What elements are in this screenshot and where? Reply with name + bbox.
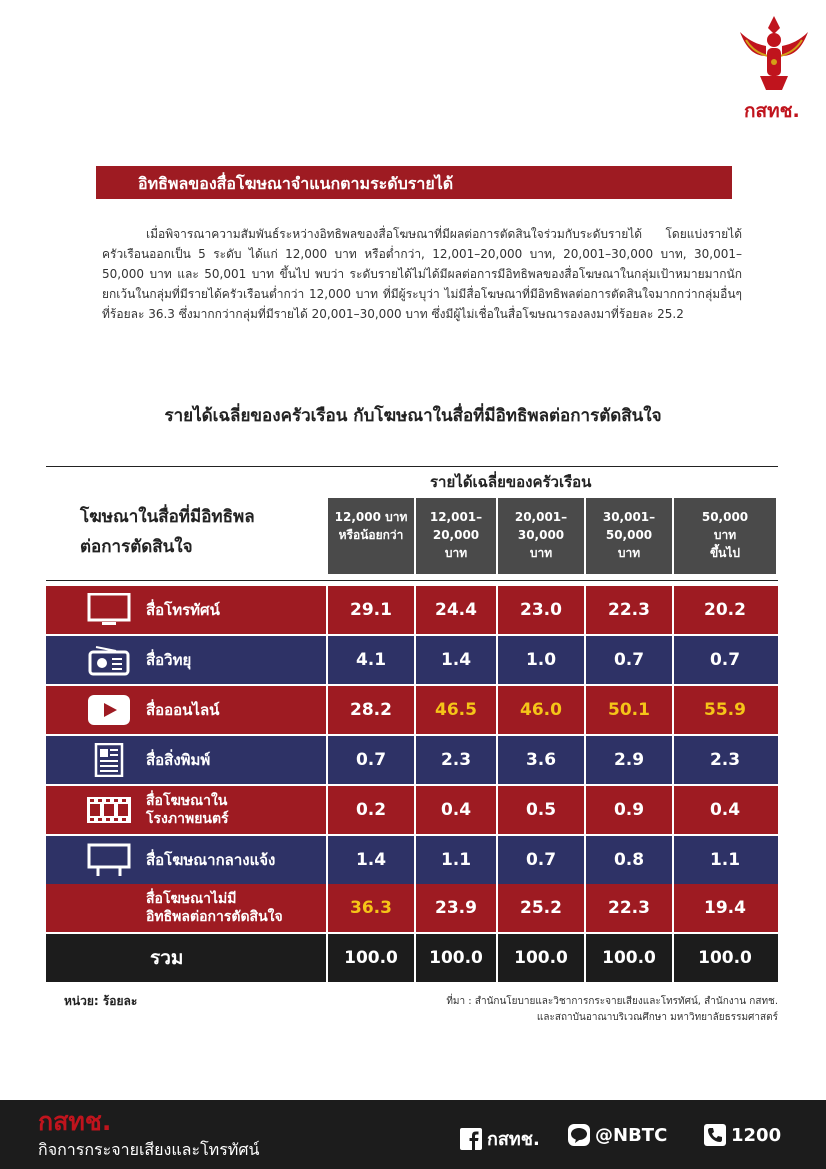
cell-divider — [496, 686, 498, 734]
table-cell-highlight: 36.3 — [350, 898, 392, 918]
cell-divider — [326, 686, 328, 734]
phone-label: 1200 — [731, 1124, 782, 1146]
cell-divider — [672, 836, 674, 884]
cell-divider — [672, 586, 674, 634]
table-cell: 0.4 — [440, 800, 472, 820]
cell-divider — [326, 586, 328, 634]
cell-divider — [326, 786, 328, 834]
cell-divider — [414, 836, 416, 884]
table-row — [46, 686, 778, 734]
table-cell: 19.4 — [704, 898, 746, 918]
table-cell: 4.1 — [355, 650, 387, 670]
unit-note: หน่วย: ร้อยละ — [64, 994, 138, 1008]
cell-divider — [584, 736, 586, 784]
table-cell: 100.0 — [344, 948, 398, 968]
table-title: รายได้เฉลี่ยของครัวเรือน กับโฆษณาในสื่อที่มีอิทธิพลต่อการตัดสินใจ — [164, 406, 662, 426]
column-header — [416, 498, 496, 574]
cell-divider — [496, 636, 498, 684]
column-header-line: 12,001– — [429, 510, 483, 524]
table-cell: 1.1 — [709, 850, 741, 870]
facebook-icon — [460, 1128, 482, 1150]
column-group-header: รายได้เฉลี่ยของครัวเรือน — [430, 473, 592, 491]
table-cell: 1.4 — [440, 650, 472, 670]
cell-divider — [672, 736, 674, 784]
film-strip-icon — [86, 793, 132, 827]
table-cell: 1.0 — [525, 650, 557, 670]
cell-divider — [584, 586, 586, 634]
row-label: สื่อโฆษณาไม่มี อิทธิพลต่อการตัดสินใจ — [146, 891, 283, 925]
row-label: สื่อออนไลน์ — [146, 701, 220, 719]
table-cell: 0.7 — [709, 650, 741, 670]
radio-icon — [86, 643, 132, 677]
cell-divider — [496, 884, 498, 932]
table-cell-highlight: 55.9 — [704, 700, 746, 720]
cell-divider — [672, 884, 674, 932]
table-row — [46, 836, 778, 884]
table-cell: 100.0 — [602, 948, 656, 968]
cell-divider — [326, 736, 328, 784]
column-header-line: 30,001– — [602, 510, 656, 524]
table-cell: 29.1 — [350, 600, 392, 620]
table-row-total — [46, 934, 778, 982]
table-cell: 3.6 — [525, 750, 557, 770]
cell-divider — [326, 884, 328, 932]
row-header — [80, 502, 320, 562]
footer-bar — [0, 1100, 826, 1169]
table-cell: 100.0 — [698, 948, 752, 968]
phone-icon — [704, 1124, 726, 1146]
cell-divider — [326, 636, 328, 684]
column-header-line: 12,000 บาท — [334, 510, 408, 524]
cell-divider — [584, 636, 586, 684]
cell-divider — [672, 686, 674, 734]
table-cell: 25.2 — [520, 898, 562, 918]
table-cell: 0.7 — [355, 750, 387, 770]
table-top-rule — [46, 466, 778, 467]
cell-divider — [496, 786, 498, 834]
row-label: สื่อโฆษณากลางแจ้ง — [146, 851, 276, 869]
table-cell: 1.1 — [440, 850, 472, 870]
table-cell: 22.3 — [608, 600, 650, 620]
cell-divider — [672, 636, 674, 684]
table-cell: 100.0 — [514, 948, 568, 968]
cell-divider — [496, 586, 498, 634]
column-header-line: บาท — [617, 546, 641, 560]
table-row — [46, 786, 778, 834]
phone-link[interactable] — [704, 1124, 781, 1146]
logo-text: กสทช. — [744, 100, 800, 122]
column-header-line: ขึ้นไป — [709, 546, 741, 560]
cell-divider — [326, 836, 328, 884]
tv-icon — [86, 593, 132, 627]
billboard-icon — [86, 843, 132, 877]
cell-divider — [584, 884, 586, 932]
source-line: และสถาบันอาณาบริเวณศึกษา มหาวิทยาลัยธรรมศาสตร์ — [536, 1012, 778, 1023]
table-cell-highlight: 50.1 — [608, 700, 650, 720]
table-cell: 0.5 — [525, 800, 557, 820]
column-header-line: บาท — [713, 528, 737, 542]
facebook-link[interactable] — [460, 1124, 540, 1153]
cell-divider — [584, 836, 586, 884]
table-header-rule — [46, 580, 778, 581]
table-cell: 0.2 — [355, 800, 387, 820]
row-label: สื่อโฆษณาใน โรงภาพยนตร์ — [146, 793, 229, 827]
table-cell: 2.3 — [709, 750, 741, 770]
play-icon — [86, 693, 132, 727]
table-cell: 24.4 — [435, 600, 477, 620]
column-header-line: 20,000 — [432, 528, 480, 542]
cell-divider — [672, 934, 674, 982]
cell-divider — [584, 934, 586, 982]
table-cell: 23.0 — [520, 600, 562, 620]
table-cell: 0.4 — [709, 800, 741, 820]
cell-divider — [496, 736, 498, 784]
table-cell: 2.9 — [613, 750, 645, 770]
table-row — [46, 636, 778, 684]
row-label: สื่อวิทยุ — [146, 651, 192, 669]
column-header-line: 20,001– — [514, 510, 568, 524]
cell-divider — [584, 686, 586, 734]
cell-divider — [414, 736, 416, 784]
table-cell: 28.2 — [350, 700, 392, 720]
table-cell: 22.3 — [608, 898, 650, 918]
row-label: รวม — [150, 947, 184, 969]
column-header-line: 30,000 — [517, 528, 565, 542]
row-header-line: ต่อการตัดสินใจ — [80, 537, 193, 557]
facebook-label: กสทช. — [487, 1129, 540, 1150]
table-cell: 2.3 — [440, 750, 472, 770]
column-header-line: บาท — [529, 546, 553, 560]
cell-divider — [414, 686, 416, 734]
cell-divider — [496, 934, 498, 982]
cell-divider — [672, 786, 674, 834]
section-banner — [96, 166, 732, 199]
line-icon — [568, 1124, 590, 1146]
table-cell: 0.8 — [613, 850, 645, 870]
paragraph-text: เมื่อพิจารณาความสัมพันธ์ระหว่างอิทธิพลของสื่อโฆษณาที่มีผลต่อการตัดสินใจร่วมกับระดับรายได้ โดยแบ่งรายได้ครัวเรือนออกเป็น 5 ระดับ ได้แก่ 12,000 บาท หรือต่ำกว่า, 12,001–20,000 บาท, 20,001–30,000 บาท, 30,001–50,000 บาท และ 50,001 บาท ขึ้นไป พบว่า ระดับรายได้ไม่ได้มีผลต่อการมีอิทธิพลของสื่อโฆษณาในกลุ่มเป้าหมายมากนัก ยกเว้นในกลุ่มที่มีรายได้ครัวเรือนต่ำกว่า 12,000 บาท ที่มีผู้ระบุว่า ไม่มีสื่อโฆษณาที่มีอิทธิพลต่อการตัดสินใจมากกว่ากลุ่มอื่นๆ ที่ร้อยละ 36.3 ซึ่งมากกว่ากลุ่มที่มีรายได้ 20,001–30,000 บาท ซึ่งมีผู้ไม่เชื่อในสื่อโฆษณารองลงมาที่ร้อยละ 25.2 — [102, 227, 742, 321]
table-cell-highlight: 46.5 — [435, 700, 477, 720]
row-label: สื่อโทรทัศน์ — [146, 601, 220, 619]
column-header — [328, 498, 414, 574]
column-header-line: บาท — [444, 546, 468, 560]
cell-divider — [414, 636, 416, 684]
table-cell: 23.9 — [435, 898, 477, 918]
table-row — [46, 586, 778, 634]
table-cell: 0.7 — [613, 650, 645, 670]
line-label: @NBTC — [595, 1124, 668, 1146]
row-header-line: โฆษณาในสื่อที่มีอิทธิพล — [80, 507, 255, 527]
table-cell: 100.0 — [429, 948, 483, 968]
cell-divider — [414, 884, 416, 932]
footer-subtitle: กิจการกระจายเสียงและโทรทัศน์ — [38, 1140, 260, 1159]
column-header — [586, 498, 672, 574]
table-cell: 20.2 — [704, 600, 746, 620]
footer-brand: กสทช. — [38, 1107, 112, 1136]
table-cell-highlight: 46.0 — [520, 700, 562, 720]
cell-divider — [584, 786, 586, 834]
cell-divider — [414, 586, 416, 634]
table-cell: 1.4 — [355, 850, 387, 870]
table-row — [46, 884, 778, 932]
column-header-line: หรือน้อยกว่า — [338, 528, 404, 542]
column-header-line: 50,000 — [701, 510, 749, 524]
section-title: อิทธิพลของสื่อโฆษณาจำแนกตามระดับรายได้ — [138, 174, 454, 193]
cell-divider — [414, 786, 416, 834]
table-row — [46, 736, 778, 784]
column-header — [498, 498, 584, 574]
source-line: ที่มา : สำนักนโยบายและวิชาการกระจายเสียงและโทรทัศน์, สำนักงาน กสทช. — [446, 996, 778, 1007]
table-cell: 0.7 — [525, 850, 557, 870]
column-header — [674, 498, 776, 574]
row-label: สื่อสิ่งพิมพ์ — [146, 751, 211, 769]
line-link[interactable] — [568, 1124, 667, 1146]
body-paragraph — [102, 224, 742, 324]
source-note — [400, 994, 778, 1026]
newspaper-icon — [86, 743, 132, 777]
cell-divider — [326, 934, 328, 982]
table-cell: 0.9 — [613, 800, 645, 820]
column-header-line: 50,000 — [605, 528, 653, 542]
cell-divider — [496, 836, 498, 884]
cell-divider — [414, 934, 416, 982]
